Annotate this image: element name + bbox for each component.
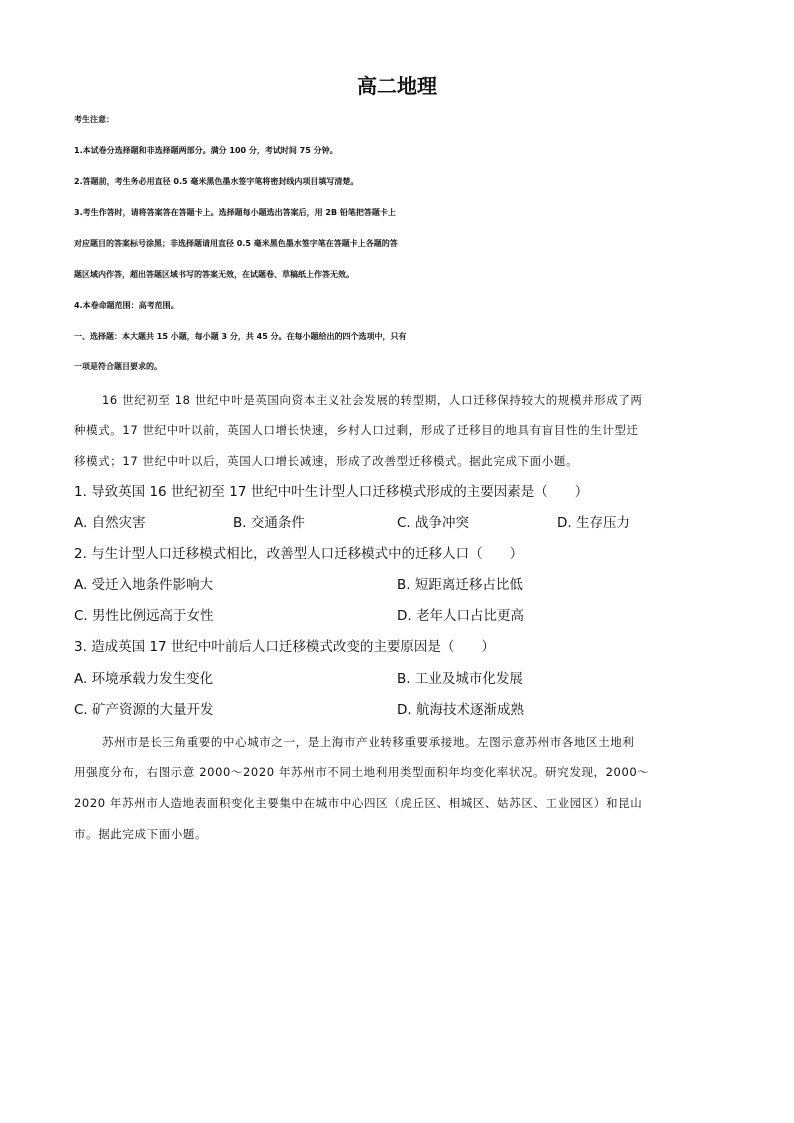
question-1-stem: 1. 导致英国 16 世纪初至 17 世纪中叶生计型人口迁移模式形成的主要因素是（ ）: [74, 484, 589, 500]
passage1-line-3: 移模式；17 世纪中叶以后，英国人口增长减速，形成了改善型迁移模式。据此完成下面小题。: [74, 454, 579, 468]
notice-line-4: 对应题目的答案标号涂黑；非选择题请用直径 0.5 毫米黑色墨水签字笔在答题卡上各题的答: [74, 239, 398, 248]
page-title: 高二地理: [357, 74, 437, 98]
question-3-option-d: D. 航海技术逐渐成熟: [397, 702, 524, 718]
question-3-option-c: C. 矿产资源的大量开发: [74, 702, 214, 718]
section-heading-line-1: 一、选择题：本大题共 15 小题，每小题 3 分，共 45 分。在每小题给出的四个选项中，只有: [74, 332, 407, 341]
question-2-stem: 2. 与生计型人口迁移模式相比，改善型人口迁移模式中的迁移人口（ ）: [74, 546, 524, 562]
passage1-line-1: 16 世纪初至 18 世纪中叶是英国向资本主义社会发展的转型期，人口迁移保持较大的规模并形成了两: [102, 393, 643, 407]
question-2-option-c: C. 男性比例远高于女性: [74, 608, 214, 624]
passage1-line-2: 种模式。17 世纪中叶以前，英国人口增长快速，乡村人口过剩，形成了迁移目的地具有盲目性的生计型迁: [74, 423, 639, 437]
notice-heading: 考生注意：: [74, 115, 114, 124]
question-3-option-a: A. 环境承载力发生变化: [74, 671, 214, 687]
passage2-line-3: 2020 年苏州市人造地表面积变化主要集中在城市中心四区（虎丘区、相城区、姑苏区、工业园区）和昆山: [74, 796, 643, 810]
notice-line-1: 1.本试卷分选择题和非选择题两部分。满分 100 分，考试时间 75 分钟。: [74, 146, 338, 155]
notice-line-5: 题区域内作答，超出答题区域书写的答案无效，在试题卷、草稿纸上作答无效。: [74, 270, 354, 279]
question-3-stem: 3. 造成英国 17 世纪中叶前后人口迁移模式改变的主要原因是（ ）: [74, 639, 495, 655]
question-1-option-d: D. 生存压力: [557, 515, 630, 531]
question-2-option-b: B. 短距离迁移占比低: [397, 577, 523, 593]
passage2-line-1: 苏州市是长三角重要的中心城市之一，是上海市产业转移重要承接地。左图示意苏州市各地区土地利: [102, 735, 635, 749]
question-2-option-d: D. 老年人口占比更高: [397, 608, 524, 624]
question-3-option-b: B. 工业及城市化发展: [397, 671, 523, 687]
question-2-option-a: A. 受迁入地条件影响大: [74, 577, 214, 593]
question-1-option-b: B. 交通条件: [233, 515, 305, 531]
passage2-line-4: 市。据此完成下面小题。: [74, 827, 208, 841]
notice-line-2: 2.答题前，考生务必用直径 0.5 毫米黑色墨水签字笔将密封线内项目填写清楚。: [74, 177, 359, 186]
passage2-line-2: 用强度分布，右图示意 2000～2020 年苏州市不同土地利用类型面积年均变化率状况。研究发现，2000～: [74, 765, 650, 779]
question-1-option-a: A. 自然灾害: [74, 515, 146, 531]
question-1-option-c: C. 战争冲突: [397, 515, 470, 531]
section-heading-line-2: 一项是符合题目要求的。: [74, 362, 162, 371]
notice-line-6: 4.本卷命题范围：高考范围。: [74, 301, 179, 310]
notice-line-3: 3.考生作答时，请将答案答在答题卡上。选择题每小题选出答案后，用 2B 铅笔把答题卡上: [74, 208, 396, 217]
